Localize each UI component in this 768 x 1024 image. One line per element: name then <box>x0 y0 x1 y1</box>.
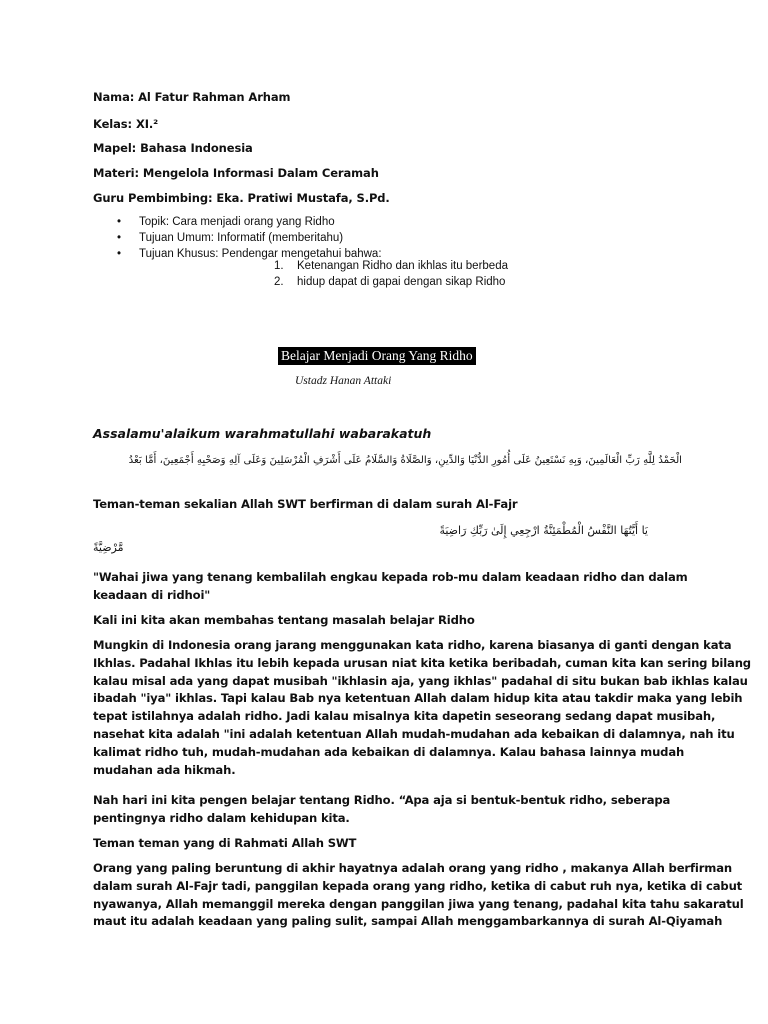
sermon-author: Ustadz Hanan Attaki <box>295 375 392 387</box>
numbered-item: 1. Ketenangan Ridho dan ikhlas itu berbeda <box>274 260 508 272</box>
bullet-icon: • <box>117 216 122 228</box>
arabic-verse-line-1: يَا أَيَّتُهَا النَّفْسُ الْمُطْمَئِنَّةُ ارْجِعِي إِلَىٰ رَبِّكِ رَاضِيَةً <box>439 524 648 537</box>
numbered-item: 2. hidup dapat di gapai dengan sikap Ridho <box>274 276 506 288</box>
arabic-verse-line-2: مَّرْضِيَّةً <box>93 541 124 554</box>
intro-line: Teman-teman sekalian Allah SWT berfirman di dalam surah Al-Fajr <box>93 497 518 511</box>
topic-intro: Kali ini kita akan membahas tentang masalah belajar Ridho <box>93 613 475 627</box>
bullet-icon: • <box>117 232 122 244</box>
student-name: Nama: Al Fatur Rahman Arham <box>93 90 291 104</box>
arabic-opening: الْحَمْدُ لِلَّهِ رَبِّ الْعَالَمِينَ، وَبِهِ نَسْتَعِينُ عَلَى أُمُورِ الدُّنْيَا وَالدِّينِ، وَالصَّلَاةُ وَالسَّلَامُ عَلَى أَشْرَفِ الْمُرْسَلِينَ وَعَلَى آلِهِ وَصَحْبِهِ أَجْمَعِينَ، أَمَّا بَعْدُ <box>128 455 682 466</box>
sermon-title: Belajar Menjadi Orang Yang Ridho <box>278 347 476 365</box>
verse-translation: "Wahai jiwa yang tenang kembalilah engkau kepada rob-mu dalam keadaan ridho dan dalam keadaan di ridhoi" <box>93 570 688 602</box>
bullet-item: • Tujuan Umum: Informatif (memberitahu) <box>117 232 344 244</box>
student-class: Kelas: XI.² <box>93 117 159 131</box>
greeting-line-2: Teman teman yang di Rahmati Allah SWT <box>93 836 357 850</box>
bullet-item: • Topik: Cara menjadi orang yang Ridho <box>117 216 335 228</box>
numbered-list <box>270 258 508 290</box>
paragraph-3: Orang yang paling beruntung di akhir hayatnya adalah orang yang ridho , makanya Allah berfirman dalam surah Al-Fajr tadi, panggilan kepada orang yang ridho, ketika di cabut ruh nya, ketika di cabut nyawanya, Allah memanggil mereka dengan panggilan jiwa yang tenang, padahal kita tahu sakaratul maut itu adalah keadaan yang paling sulit, sampai Allah menggambarkannya di surah Al-Qiyamah <box>93 861 744 929</box>
bullet-item: • Tujuan Khusus: Pendengar mengetahui bahwa: <box>117 248 382 260</box>
teacher: Guru Pembimbing: Eka. Pratiwi Mustafa, S.Pd. <box>93 191 390 205</box>
subject: Mapel: Bahasa Indonesia <box>93 141 253 155</box>
bullet-icon: • <box>117 248 122 260</box>
greeting: Assalamu'alaikum warahmatullahi wabarakatuh <box>93 426 432 441</box>
bullet-list <box>113 214 382 262</box>
paragraph-1: Mungkin di Indonesia orang jarang menggunakan kata ridho, karena biasanya di ganti dengan kata Ikhlas. Padahal Ikhlas itu lebih kepada urusan niat kita ketika beribadah, cuman kita kan sering bilang kalau misal ada yang dapat musibah "ikhlasin aja, yang ikhlas" padahal di situ bukan bab ikhlas kalau ibadah "iya" ikhlas. Tapi kalau Bab nya ketentuan Allah dalam hidup kita atau takdir maka yang lebih tepat istilahnya adalah ridho. Jadi kalau misalnya kita dapetin seseorang sedang dapat musibah, nasehat kita adalah "ini adalah ketentuan Allah mudah-mudahan ada kebaikan di dalamnya, nah itu kalimat ridho tuh, mudah-mudahan ada kebaikan di dalamnya. Kalau bahasa lainnya mudah mudahan ada hikmah. <box>93 638 751 777</box>
material: Materi: Mengelola Informasi Dalam Ceramah <box>93 166 379 180</box>
paragraph-2: Nah hari ini kita pengen belajar tentang Ridho. “Apa aja si bentuk-bentuk ridho, seberapa pentingnya ridho dalam kehidupan kita. <box>93 793 671 825</box>
